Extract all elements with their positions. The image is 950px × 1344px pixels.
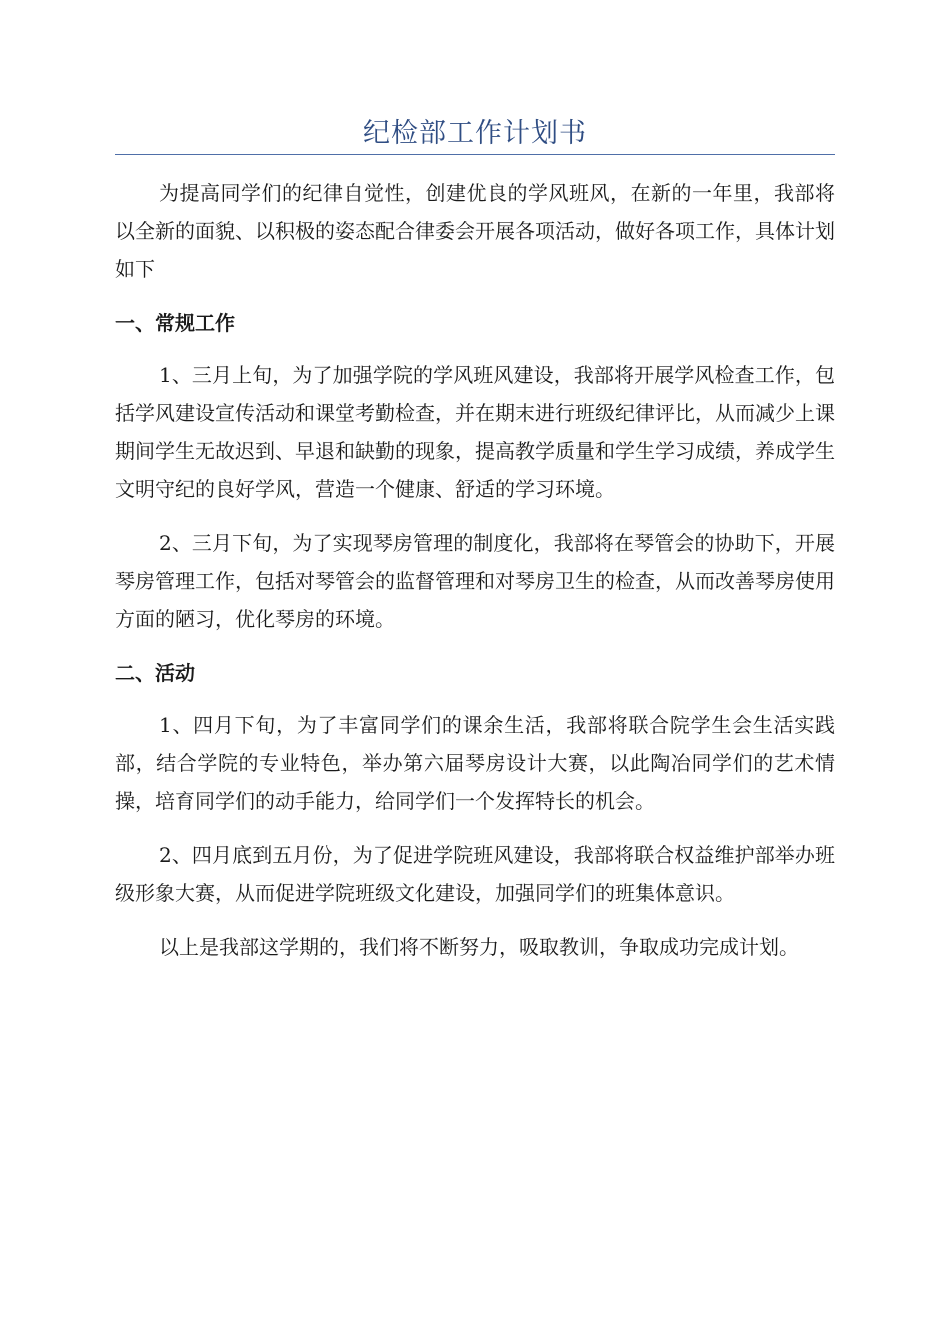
- routine-paragraph-1: 1、三月上旬，为了加强学院的学风班风建设，我部将开展学风检查工作，包括学风建设宣传活动和课堂考勤检查，并在期末进行班级纪律评比，从而减少上课期间学生无故迟到、早退和缺勤的现象，提高教学质量和学生学习成绩，养成学生文明守纪的良好学风，营造一个健康、舒适的学习环境。: [115, 363, 835, 501]
- document-title: 纪检部工作计划书: [363, 118, 587, 149]
- activity-paragraph-2: 2、四月底到五月份，为了促进学院班风建设，我部将联合权益维护部举办班级形象大赛，从而促进学院班级文化建设，加强同学们的班集体意识。: [115, 843, 835, 905]
- title-underline: [115, 154, 835, 155]
- closing-paragraph: 以上是我部这学期的，我们将不断努力，吸取教训，争取成功完成计划。: [159, 935, 799, 959]
- intro-paragraph: 为提高同学们的纪律自觉性，创建优良的学风班风，在新的一年里，我部将以全新的面貌、以积极的姿态配合律委会开展各项活动，做好各项工作，具体计划如下: [115, 181, 835, 281]
- activity-paragraph-1: 1、四月下旬，为了丰富同学们的课余生活，我部将联合院学生会生活实践部，结合学院的专业特色，举办第六届琴房设计大赛，以此陶冶同学们的艺术情操，培育同学们的动手能力，给同学们一个发挥特长的机会。: [115, 713, 835, 813]
- section-heading-routine: 一、常规工作: [115, 311, 235, 335]
- routine-paragraph-2: 2、三月下旬，为了实现琴房管理的制度化，我部将在琴管会的协助下，开展琴房管理工作，包括对琴管会的监督管理和对琴房卫生的检查，从而改善琴房使用方面的陋习，优化琴房的环境。: [115, 531, 835, 631]
- section-heading-activities: 二、活动: [115, 661, 195, 685]
- document-body: [115, 174, 835, 982]
